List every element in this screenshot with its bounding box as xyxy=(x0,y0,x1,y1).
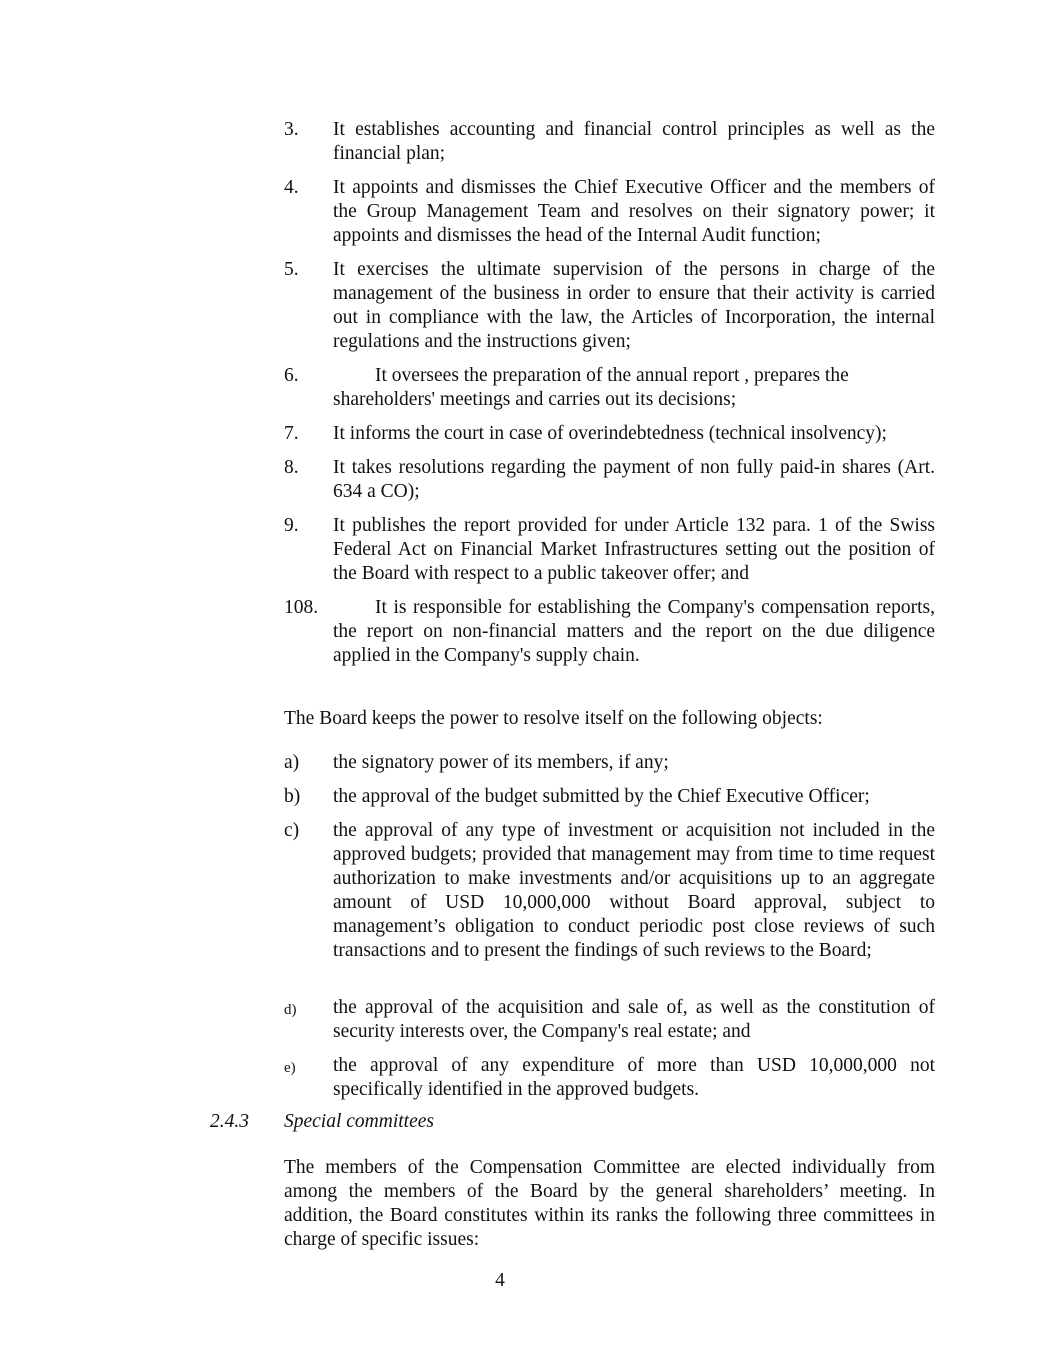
lettered-item-a xyxy=(284,751,935,775)
item-number: 7. xyxy=(284,423,299,444)
item-text: It establishes accounting and financial control principles as well as the financial plan; xyxy=(333,119,935,164)
intro-paragraph: The Board keeps the power to resolve itself on the following objects: xyxy=(284,708,823,729)
lettered-item-d xyxy=(284,996,935,1044)
item-number: 3. xyxy=(284,119,299,140)
item-text: the approval of the acquisition and sale of, as well as the constitution of security interests over, the Company's real estate; and xyxy=(333,997,935,1042)
numbered-item-4 xyxy=(284,176,935,248)
item-letter: d) xyxy=(284,1002,297,1018)
numbered-item-5 xyxy=(284,258,935,354)
lettered-item-b xyxy=(284,785,935,809)
item-number: 6. xyxy=(284,365,299,386)
item-letter: b) xyxy=(284,786,301,807)
committee-paragraph: The members of the Compensation Committee are elected individually from among the members of the Board by the general shareholders’ meeting. In addition, the Board constitutes within its ranks the following three committees in charge of specific issues: xyxy=(284,1157,935,1250)
item-text: the signatory power of its members, if any; xyxy=(333,752,669,773)
item-text: the approval of any type of investment or acquisition not included in the approved budgets; provided that management may from time to time request authorization to make investments and/or acquisitions up to an aggregate amount of USD 10,000,000 without Board approval, subject to management’s obligation to conduct periodic post close reviews of such transactions and to present the findings of such reviews to the Board; xyxy=(333,820,935,961)
numbered-item-9 xyxy=(284,514,935,586)
item-text: It publishes the report provided for under Article 132 para. 1 of the Swiss Federal Act on Financial Market Infrastructures setting out the position of the Board with respect to a public takeover offer; and xyxy=(333,515,935,584)
item-letter: a) xyxy=(284,752,300,773)
numbered-item-7 xyxy=(284,422,935,446)
page-number: 4 xyxy=(495,1270,505,1291)
item-number: 108. xyxy=(284,597,319,618)
item-text: the approval of any expenditure of more than USD 10,000,000 not specifically identified in the approved budgets. xyxy=(333,1055,935,1100)
item-number: 4. xyxy=(284,177,299,198)
numbered-item-6 xyxy=(284,364,935,412)
item-text: the approval of the budget submitted by the Chief Executive Officer; xyxy=(333,786,870,807)
section-title: Special committees xyxy=(284,1111,434,1132)
item-letter: c) xyxy=(284,820,300,841)
item-text: It appoints and dismisses the Chief Executive Officer and the members of the Group Management Team and resolves on their signatory power; it appoints and dismisses the head of the Internal Audit function; xyxy=(333,177,935,246)
numbered-item-3 xyxy=(284,118,935,166)
lettered-item-c xyxy=(284,819,935,963)
item-text: It oversees the preparation of the annual report , prepares the shareholders' meetings and carries out its decisions; xyxy=(333,365,849,410)
item-text: It exercises the ultimate supervision of the persons in charge of the management of the business in order to ensure that their activity is carried out in compliance with the law, the Articles of Incorporation, the internal regulations and the instructions given; xyxy=(333,259,935,352)
item-number: 8. xyxy=(284,457,299,478)
lettered-item-e xyxy=(284,1054,935,1102)
item-text: It is responsible for establishing the Company's compensation reports, the report on non-financial matters and the report on the due diligence applied in the Company's supply chain. xyxy=(333,597,935,666)
numbered-item-108 xyxy=(284,596,935,668)
numbered-item-8 xyxy=(284,456,935,504)
item-text: It takes resolutions regarding the payment of non fully paid-in shares (Art. 634 a CO); xyxy=(333,457,935,502)
item-text: It informs the court in case of overindebtedness (technical insolvency); xyxy=(333,423,887,444)
item-number: 5. xyxy=(284,259,299,280)
item-number: 9. xyxy=(284,515,299,536)
item-letter: e) xyxy=(284,1060,296,1076)
section-number: 2.4.3 xyxy=(210,1111,249,1132)
